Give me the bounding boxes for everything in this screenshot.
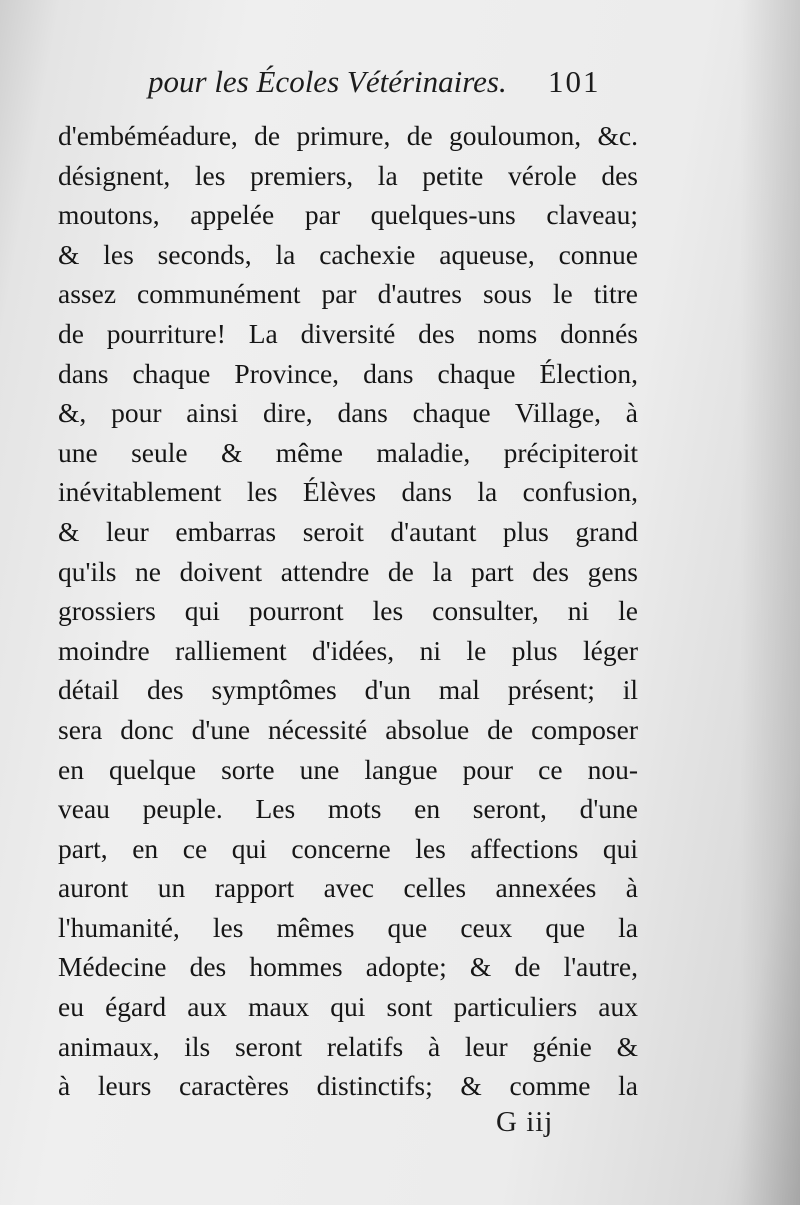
- text-line: désignent, les premiers, la petite vérole des: [58, 159, 638, 191]
- text-line: &, pour ainsi dire, dans chaque Village, à: [58, 397, 638, 429]
- text-line: moutons, appelée par quelques-uns claveau;: [58, 199, 638, 231]
- text-line: & leur embarras seroit d'autant plus grand: [58, 515, 638, 547]
- body-text: [58, 116, 638, 1106]
- text-line: de pourriture! La diversité des noms donnés: [58, 317, 638, 349]
- text-line: qu'ils ne doivent attendre de la part des gens: [58, 555, 638, 587]
- text-line: à leurs caractères distinctifs; & comme la: [58, 1070, 638, 1102]
- text-line: animaux, ils seront relatifs à leur génie &: [58, 1030, 638, 1062]
- text-line: l'humanité, les mêmes que ceux que la: [58, 911, 638, 943]
- text-line: grossiers qui pourront les consulter, ni le: [58, 595, 638, 627]
- text-line: Médecine des hommes adopte; & de l'autre,: [58, 951, 638, 983]
- text-line: d'embéméadure, de primure, de gouloumon, &c.: [58, 120, 638, 151]
- text-line: moindre ralliement d'idées, ni le plus léger: [58, 634, 638, 666]
- text-line: eu égard aux maux qui sont particuliers aux: [58, 991, 638, 1023]
- signature-mark: G iij: [496, 1106, 554, 1138]
- running-head: [140, 58, 620, 108]
- text-line: inévitablement les Élèves dans la confusion,: [58, 476, 638, 508]
- running-title: pour les Écoles Vétérinaires.: [148, 64, 507, 99]
- text-line: & les seconds, la cachexie aqueuse, connue: [58, 238, 638, 270]
- text-line: en quelque sorte une langue pour ce nou-: [58, 753, 638, 785]
- text-line: part, en ce qui concerne les affections qui: [58, 832, 638, 864]
- text-line: auront un rapport avec celles annexées à: [58, 872, 638, 904]
- text-line: dans chaque Province, dans chaque Élection,: [58, 357, 638, 389]
- text-line: une seule & même maladie, précipiteroit: [58, 436, 638, 468]
- text-line: sera donc d'une nécessité absolue de composer: [58, 713, 638, 745]
- page-number: 101: [548, 64, 601, 99]
- text-line: veau peuple. Les mots en seront, d'une: [58, 793, 638, 825]
- text-line: assez communément par d'autres sous le titre: [58, 278, 638, 310]
- text-line: détail des symptômes d'un mal présent; il: [58, 674, 638, 706]
